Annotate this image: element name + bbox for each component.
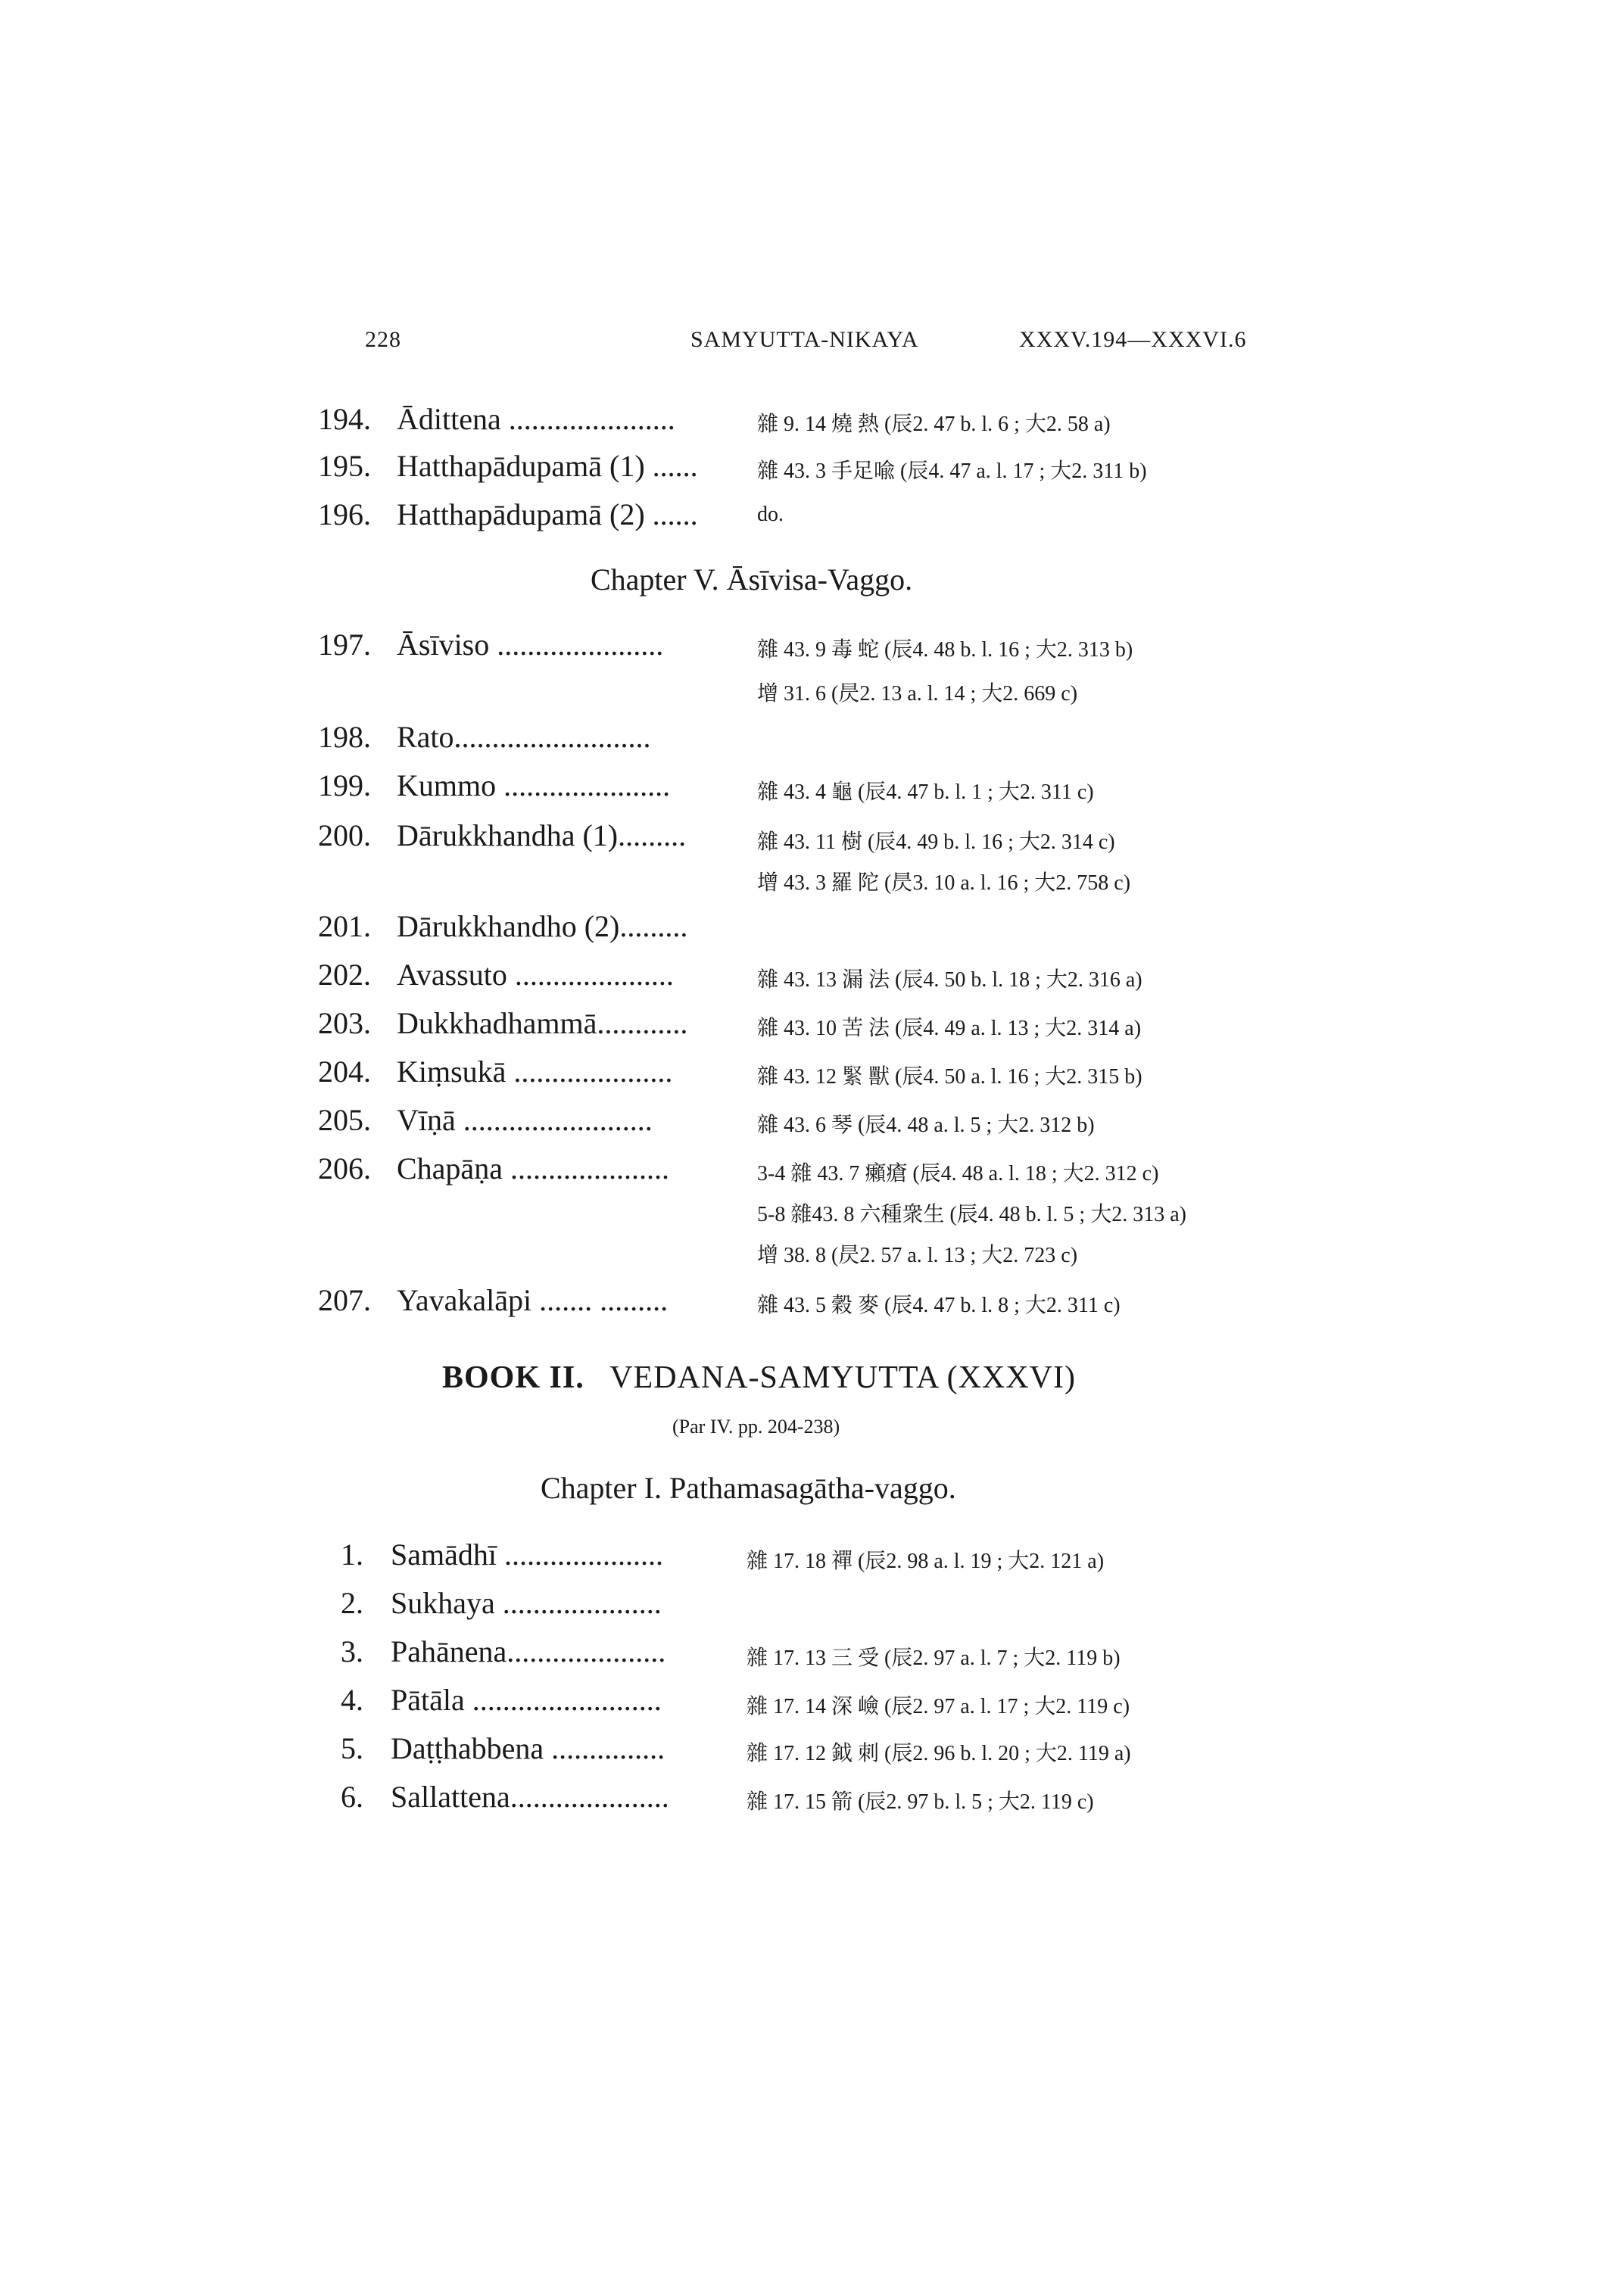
chapter-heading: Chapter V. Āsīvisa-Vaggo. bbox=[591, 562, 913, 597]
entry-number: 5. bbox=[341, 1731, 363, 1765]
section-range: XXXV.194—XXXVI.6 bbox=[1019, 327, 1247, 352]
entry-number: 6. bbox=[341, 1780, 363, 1814]
entry-number: 196. bbox=[318, 497, 371, 531]
entry-reference: 雜 43. 9 毒 蛇 (辰4. 48 b. l. 16 ; 大2. 313 b) bbox=[757, 638, 1133, 662]
book-heading bbox=[442, 1360, 1076, 1396]
entry-number: 201. bbox=[318, 909, 371, 943]
entry-number: 204. bbox=[318, 1055, 371, 1089]
entry-title: Pātāla ......................... bbox=[391, 1683, 662, 1717]
entry-reference: 雜 43. 12 緊 獸 (辰4. 50 a. l. 16 ; 大2. 315 b) bbox=[757, 1065, 1142, 1089]
entry-title: Avassuto ..................... bbox=[397, 958, 674, 992]
entry-title: Vīṇā ......................... bbox=[397, 1103, 653, 1137]
entry-title: Chapāṇa ..................... bbox=[397, 1151, 669, 1185]
page-number: 228 bbox=[365, 327, 401, 352]
entry-number: 199. bbox=[318, 768, 371, 802]
entry-number: 203. bbox=[318, 1006, 371, 1040]
entry-number: 206. bbox=[318, 1151, 371, 1185]
entry-title: Rato.......................... bbox=[397, 720, 651, 754]
entry-title: Dārukkhandho (2)......... bbox=[397, 909, 688, 943]
entry-title: Āsīviso ...................... bbox=[397, 628, 664, 662]
entry-reference: 雜 43. 3 手足喩 (辰4. 47 a. l. 17 ; 大2. 311 b) bbox=[757, 460, 1147, 483]
entry-number: 3. bbox=[341, 1634, 363, 1668]
entry-number: 202. bbox=[318, 958, 371, 992]
running-title: SAMYUTTA-NIKAYA bbox=[690, 327, 919, 352]
entry-title: Dārukkhandha (1)......... bbox=[397, 818, 687, 852]
entry-title: Kiṃsukā ..................... bbox=[397, 1055, 673, 1089]
book-label: BOOK II. bbox=[442, 1360, 584, 1395]
entry-number: 207. bbox=[318, 1283, 371, 1317]
entry-reference: 雜 17. 15 箭 (辰2. 97 b. l. 5 ; 大2. 119 c) bbox=[747, 1790, 1094, 1814]
entry-reference: 雜 17. 12 鉞 刺 (辰2. 96 b. l. 20 ; 大2. 119 a) bbox=[747, 1742, 1131, 1765]
entry-reference-secondary: 增 31. 6 (昃2. 13 a. l. 14 ; 大2. 669 c) bbox=[757, 682, 1078, 706]
entry-reference: 雜 17. 13 三 受 (辰2. 97 a. l. 7 ; 大2. 119 b) bbox=[747, 1647, 1121, 1670]
entry-title: Ādittena ...................... bbox=[397, 402, 675, 436]
entry-reference: do. bbox=[757, 503, 784, 526]
entry-number: 195. bbox=[318, 449, 371, 483]
entry-title: Dukkhadhammā............ bbox=[397, 1006, 688, 1040]
entry-reference: 雜 43. 5 穀 麥 (辰4. 47 b. l. 8 ; 大2. 311 c) bbox=[757, 1294, 1121, 1317]
entry-reference: 雜 9. 14 燒 熱 (辰2. 47 b. l. 6 ; 大2. 58 a) bbox=[757, 413, 1111, 436]
entry-title: Sallattena..................... bbox=[391, 1780, 669, 1814]
entry-reference: 雜 43. 4 龜 (辰4. 47 b. l. 1 ; 大2. 311 c) bbox=[757, 780, 1094, 804]
book-par-reference: (Par IV. pp. 204-238) bbox=[672, 1416, 840, 1438]
entry-number: 200. bbox=[318, 818, 371, 852]
entry-number: 1. bbox=[341, 1537, 363, 1572]
entry-title: Hatthapādupamā (2) ...... bbox=[397, 497, 698, 531]
entry-title: Hatthapādupamā (1) ...... bbox=[397, 449, 698, 483]
entry-number: 2. bbox=[341, 1586, 363, 1620]
entry-number: 197. bbox=[318, 628, 371, 662]
entry-reference-tertiary: 增 38. 8 (昃2. 57 a. l. 13 ; 大2. 723 c) bbox=[757, 1244, 1078, 1267]
entry-reference: 雜 43. 10 苦 法 (辰4. 49 a. l. 13 ; 大2. 314 a) bbox=[757, 1017, 1142, 1040]
entry-reference-secondary: 增 43. 3 羅 陀 (昃3. 10 a. l. 16 ; 大2. 758 c) bbox=[757, 871, 1131, 895]
entry-reference: 雜 17. 18 禪 (辰2. 98 a. l. 19 ; 大2. 121 a) bbox=[747, 1550, 1105, 1573]
entry-number: 4. bbox=[341, 1683, 363, 1717]
entry-reference: 雜 43. 11 樹 (辰4. 49 b. l. 16 ; 大2. 314 c) bbox=[757, 830, 1115, 854]
entry-reference: 3-4 雜 43. 7 癩瘡 (辰4. 48 a. l. 18 ; 大2. 312 c) bbox=[757, 1162, 1159, 1185]
book-title: VEDANA-SAMYUTTA (XXXVI) bbox=[609, 1360, 1076, 1395]
entry-title: Yavakalāpi ....... ......... bbox=[397, 1283, 669, 1317]
entry-number: 194. bbox=[318, 402, 371, 436]
entry-title: Samādhī ..................... bbox=[391, 1537, 663, 1572]
entry-title: Sukhaya ..................... bbox=[391, 1586, 662, 1620]
chapter-heading: Chapter I. Pathamasagātha-vaggo. bbox=[541, 1471, 956, 1505]
entry-reference-secondary: 5-8 雜43. 8 六種衆生 (辰4. 48 b. l. 5 ; 大2. 313 a) bbox=[757, 1203, 1186, 1226]
entry-reference: 雜 43. 13 漏 法 (辰4. 50 b. l. 18 ; 大2. 316 a) bbox=[757, 968, 1142, 992]
entry-number: 198. bbox=[318, 720, 371, 754]
entry-title: Kummo ...................... bbox=[397, 768, 671, 802]
entry-title: Daṭṭhabbena ............... bbox=[391, 1731, 665, 1765]
entry-reference: 雜 43. 6 琴 (辰4. 48 a. l. 5 ; 大2. 312 b) bbox=[757, 1114, 1095, 1137]
entry-reference: 雜 17. 14 深 嶮 (辰2. 97 a. l. 17 ; 大2. 119 c) bbox=[747, 1695, 1130, 1718]
entry-title: Pahānena..................... bbox=[391, 1634, 666, 1668]
entry-number: 205. bbox=[318, 1103, 371, 1137]
